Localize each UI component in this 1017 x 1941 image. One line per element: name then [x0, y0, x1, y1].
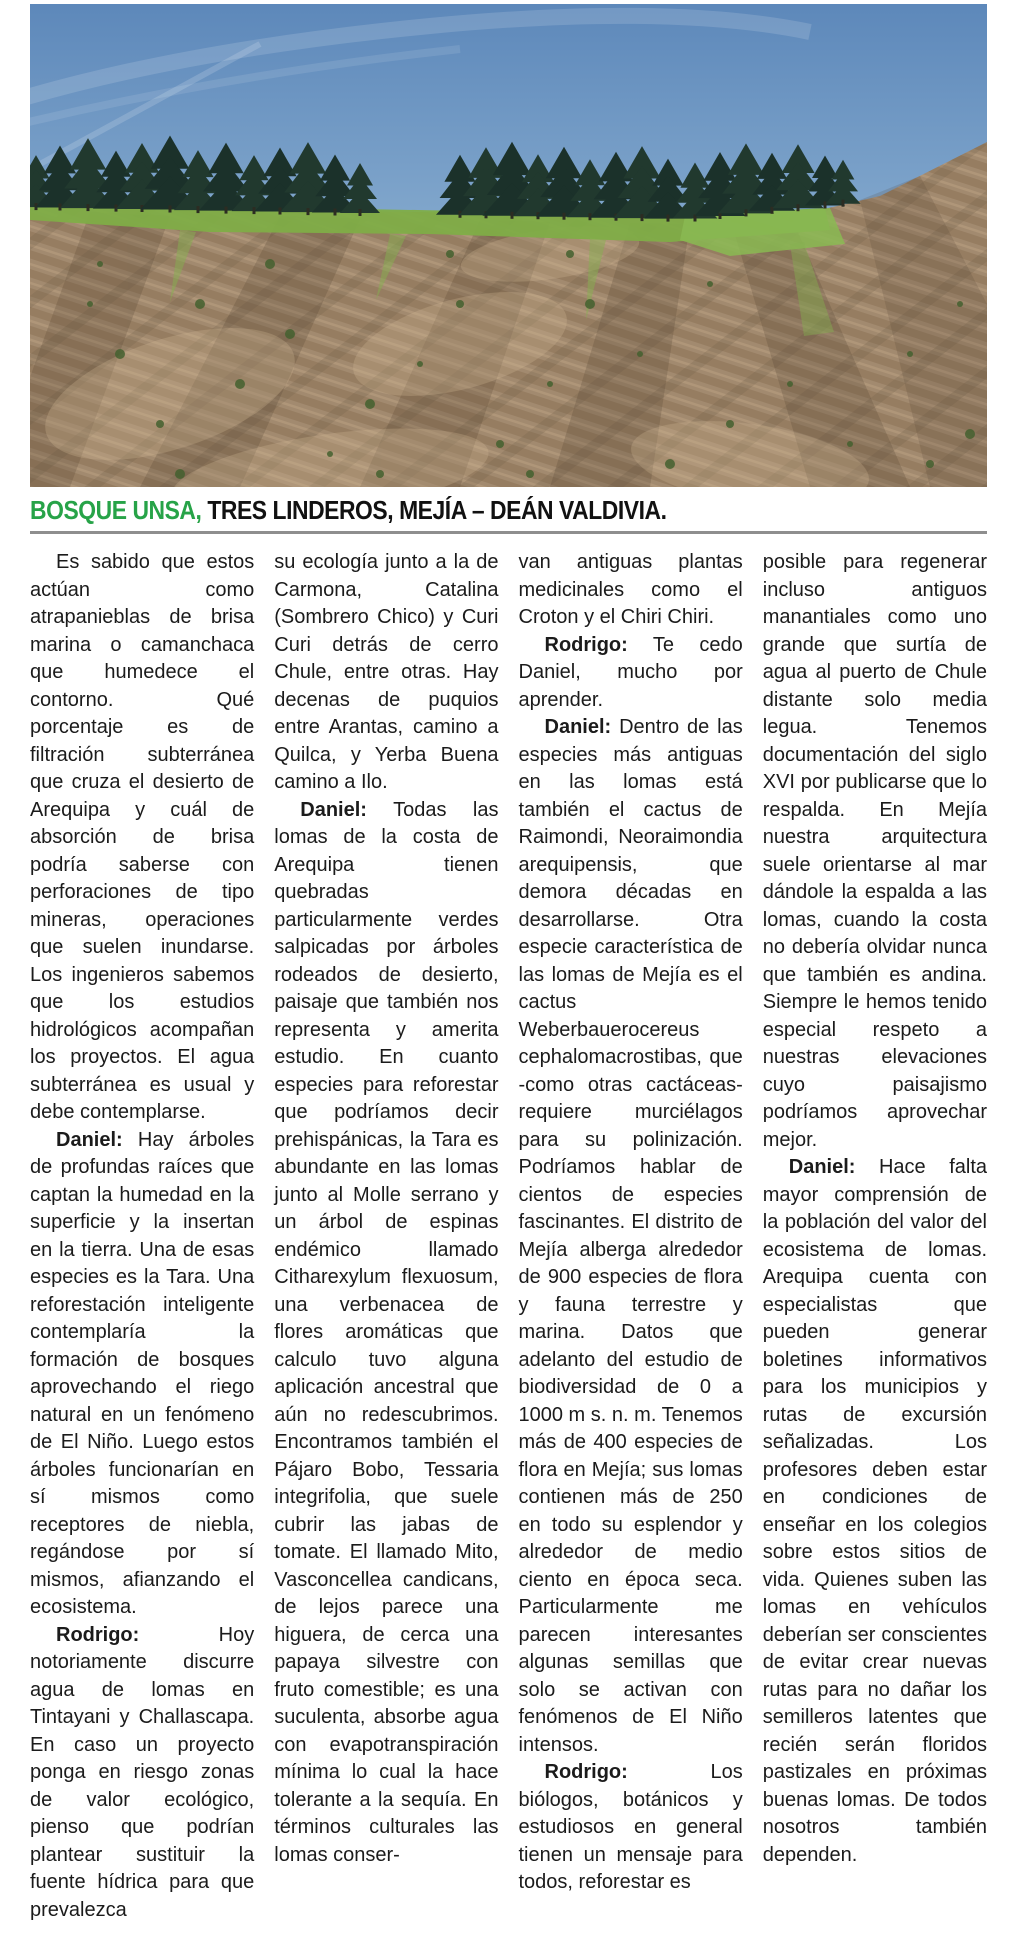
- bush-dot: [175, 469, 185, 479]
- article-paragraph: Daniel: Dentro de las especies más antiguas en las lomas está también el cactus de Raimondi, Neoraimondia arequipensis, que demora décadas en desarrollarse. Otra especie característica de las lomas de Mejía es el cactus Weberbauerocereus cephalomacrostibas, que -como otras cactáceas- requiere murciélagos para su polinización. Podríamos hablar de cientos de especies fascinantes. El distrito de Mejía alberga alrededor de 900 especies de flora y fauna terrestre y marina. Datos que adelanto del estudio de biodiversidad de 0 a 1000 m s. n. m. Tenemos más de 400 especies de flora en Mejía; sus lomas contienen más de 250 en todo su esplendor y alrededor de medio ciento en época seca. Particularmente me parecen interesantes algunas semillas que solo se activan con fenómenos de El Niño intensos.: [518, 716, 743, 1756]
- bush-dot: [87, 301, 93, 307]
- bush-dot: [456, 300, 464, 308]
- bush-dot: [547, 381, 553, 387]
- article-paragraph: posible para regenerar incluso antiguos manantiales como uno grande que surtía de agua al puerto de Chule distante solo media legua. Tenemos documentación del siglo XVI por publicarse que lo respalda. En Mejía nuestra arquitectura suele orientarse al mar dándole la espalda a las lomas, cuando la costa no debería olvidar nunca que también es andina. Siempre le hemos tenido especial respeto a nuestras elevaciones cuyo paisajismo podríamos aprovechar mejor.: [762, 551, 987, 1151]
- bush-dot: [726, 420, 734, 428]
- speaker-label: Rodrigo:: [56, 1623, 140, 1646]
- article-paragraph: Rodrigo: Te cedo Daniel, mucho por aprender.: [518, 633, 743, 711]
- article-columns: [30, 549, 987, 1924]
- article-column: [763, 549, 987, 1924]
- bush-dot: [787, 381, 793, 387]
- article-paragraph: van antiguas plantas medicinales como el Croton y el Chiri Chiri.: [518, 551, 743, 628]
- caption-rest: TRES LINDEROS, MEJÍA – DEÁN VALDIVIA.: [201, 495, 667, 525]
- bush-dot: [566, 250, 574, 258]
- photo-caption-text: [30, 496, 667, 524]
- article-photo: [30, 4, 987, 487]
- bush-dot: [637, 351, 643, 357]
- bush-dot: [265, 259, 275, 269]
- bush-dot: [926, 460, 934, 468]
- article-column: [274, 549, 498, 1924]
- bush-dot: [446, 250, 454, 258]
- bush-dot: [235, 379, 245, 389]
- bush-dot: [707, 281, 713, 287]
- speaker-label: Daniel:: [300, 798, 367, 821]
- article-paragraph: Daniel: Hace falta mayor comprensión de la población del valor del ecosistema de lomas. Arequipa cuenta con especialistas que pueden generar boletines informativos para los municipios y rutas de excursión señalizadas. Los profesores deben estar en condiciones de enseñar en los colegios sobre estos sitios de vida. Quienes suben las lomas en vehículos deberían ser conscientes de evitar crear nuevas rutas para no dañar los semilleros latentes que recién serán floridos pastizales en próximas buenas lomas. De todos nosotros también dependen.: [762, 1156, 987, 1866]
- bush-dot: [97, 261, 103, 267]
- divider-rule: [30, 531, 987, 534]
- bush-dot: [665, 459, 675, 469]
- speaker-label: Rodrigo:: [544, 633, 628, 656]
- bush-dot: [195, 299, 205, 309]
- bush-dot: [327, 451, 333, 457]
- bush-dot: [957, 301, 963, 307]
- bush-dot: [847, 441, 853, 447]
- article-paragraph: Daniel: Todas las lomas de la costa de Arequipa tienen quebradas particularmente verdes salpicadas por árboles rodeados de desierto, paisaje que también nos representa y amerita estudio. En cuanto especies para reforestar que podríamos decir prehispánicas, la Tara es abundante en las lomas junto al Molle serrano y un árbol de espinas endémico llamado Citharexylum flexuosum, una verbenacea de flores aromáticas que calculo tuvo alguna aplicación ancestral que aún no redescubrimos. Encontramos también el Pájaro Bobo, Tessaria integrifolia, que suele cubrir las jabas de tomate. El llamado Mito, Vasconcellea candicans, de lejos parece una higuera, de cerca una papaya silvestre con fruto comestible; es una suculenta, absorbe agua con evapotranspiración mínima lo cual la hace tolerante a la sequía. En términos culturales las lomas conser-: [274, 798, 499, 1866]
- article-column: [30, 549, 254, 1924]
- article-paragraph: Rodrigo: Los biólogos, botánicos y estudiosos en general tienen un mensaje para todos, reforestar es: [518, 1761, 743, 1893]
- bush-dot: [376, 470, 384, 478]
- bush-dot: [115, 349, 125, 359]
- bush-dot: [585, 299, 595, 309]
- article-paragraph: Rodrigo: Hoy notoriamente discurre agua de lomas en Tintayani y Challascapa. En caso un proyecto ponga en riesgo zonas de valor ecológico, pienso que podrían plantear sustituir la fuente hídrica para que prevalezca: [30, 1623, 255, 1921]
- bush-dot: [965, 429, 975, 439]
- article-paragraph: su ecología junto a la de Carmona, Catalina (Sombrero Chico) y Curi Curi detrás de cerro Chule, entre otras. Hay decenas de puquios entre Arantas, camino a Quilca, y Yerba Buena camino a Ilo.: [274, 551, 499, 793]
- bush-dot: [156, 420, 164, 428]
- bush-dot: [365, 399, 375, 409]
- bush-dot: [417, 361, 423, 367]
- loma-landscape-illustration: [30, 4, 987, 487]
- article-paragraph: Daniel: Hay árboles de profundas raíces que captan la humedad en la superficie y la insertan en la tierra. Una de esas especies es la Tara. Una reforestación inteligente contemplaría la formación de bosques aprovechando el riego natural en un fenómeno de El Niño. Luego estos árboles funcionarían en sí mismos como receptores de niebla, regándose por sí mismos, afianzando el ecosistema.: [30, 1128, 255, 1618]
- article-column: [519, 549, 743, 1924]
- bush-dot: [907, 351, 913, 357]
- photo-caption: [30, 496, 987, 524]
- caption-highlight: BOSQUE UNSA,: [30, 495, 202, 525]
- bush-dot: [285, 329, 295, 339]
- speaker-label: Daniel:: [56, 1128, 123, 1151]
- speaker-label: Rodrigo:: [544, 1761, 628, 1783]
- bush-dot: [496, 440, 504, 448]
- bush-dot: [526, 470, 534, 478]
- speaker-label: Daniel:: [544, 716, 612, 738]
- speaker-label: Daniel:: [788, 1156, 856, 1178]
- article-paragraph: Es sabido que estos actúan como atrapanieblas de brisa marina o camanchaca que humedece el contorno. Qué porcentaje es de filtración subterránea que cruza el desierto de Arequipa y cuál de absorción de brisa podría saberse con perforaciones de tipo mineras, operaciones que suelen inundarse. Los ingenieros sabemos que los estudios hidrológicos acompañan los proyectos. El agua subterránea es usual y debe contemplarse.: [30, 551, 255, 1123]
